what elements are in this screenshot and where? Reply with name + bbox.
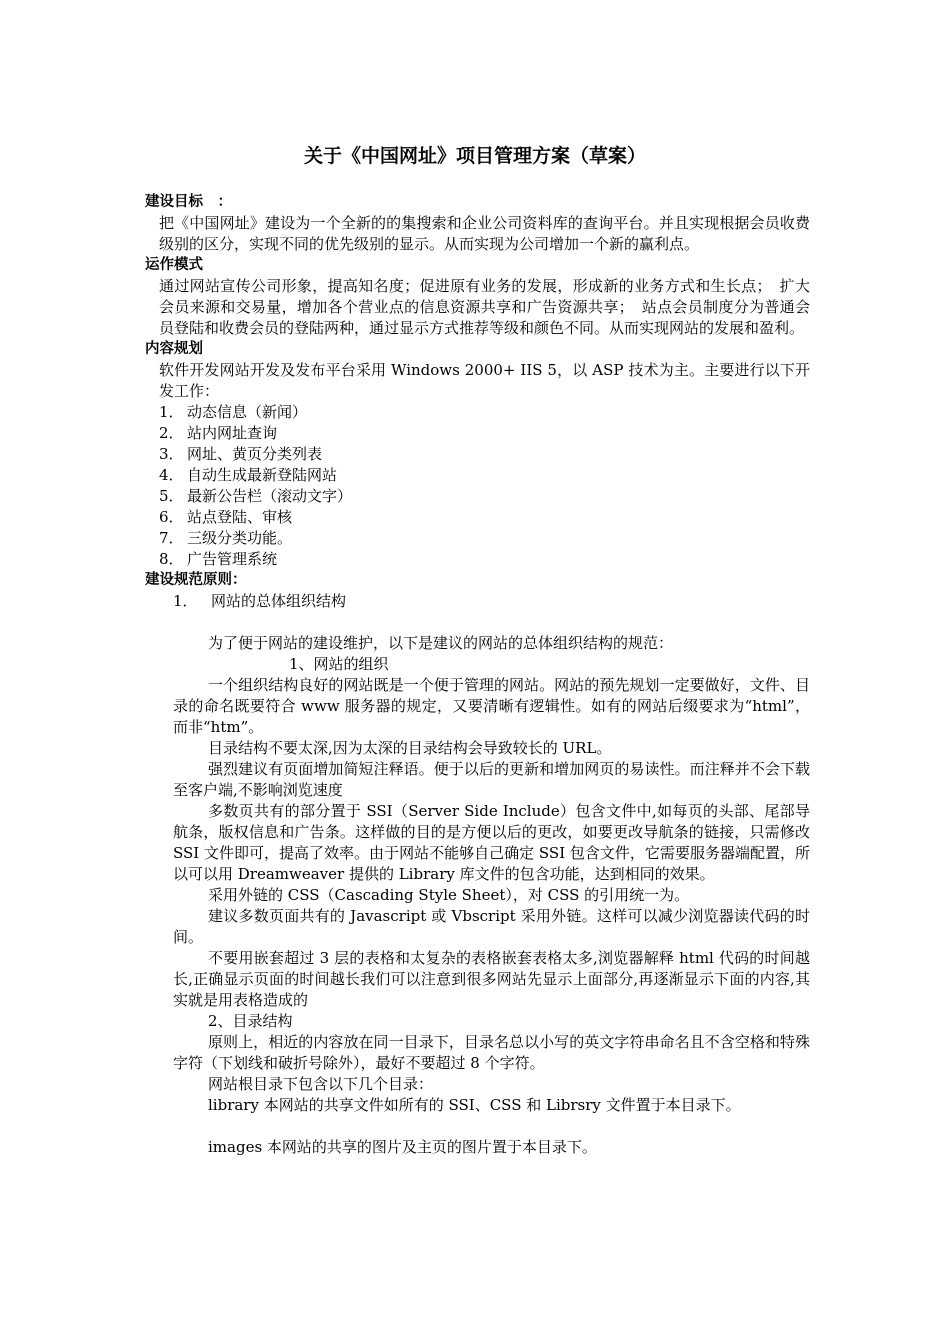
paragraph: 原则上，相近的内容放在同一目录下，目录名总以小写的英文字符串命名且不含空格和特殊字符（下划线和破折号除外），最好不要超过 8 个字符。	[173, 1033, 810, 1072]
section-heading-content: 内容规划	[145, 341, 203, 357]
list-item	[159, 486, 810, 507]
paragraph: 一个组织结构良好的网站既是一个便于管理的网站。网站的预先规划一定要做好，文件、目录的命名既要符合 www 服务器的规定，又要清晰有逻辑性。如有的网站后缀要求为“html”，而非“htm”。	[173, 676, 810, 736]
list-number: 5．	[159, 487, 184, 505]
list-number: 1．	[159, 403, 184, 421]
list-number: 4．	[159, 466, 184, 484]
content-text: 软件开发网站开发及发布平台采用 Windows 2000+ IIS 5，以 ASP 技术为主。主要进行以下开发工作：	[159, 361, 810, 400]
rules-body	[173, 633, 810, 1158]
list-item	[159, 444, 810, 465]
section-heading-rules: 建设规范原则：	[145, 572, 247, 588]
list-number: 2．	[159, 424, 184, 442]
org-heading: 1、网站的组织	[289, 655, 389, 673]
list-label: 三级分类功能。	[187, 529, 293, 547]
paragraph: 网站根目录下包含以下几个目录：	[208, 1075, 434, 1093]
list-item	[159, 528, 810, 549]
subheading-label: 网站的总体组织结构	[211, 592, 347, 610]
rules-subheading	[173, 591, 810, 612]
paragraph: 采用外链的 CSS（Cascading Style Sheet），对 CSS 的引用统一为。	[208, 886, 690, 904]
list-number: 8．	[159, 550, 184, 568]
section-heading-goal: 建设目标 ：	[145, 194, 232, 210]
document-title: 关于《中国网址》项目管理方案（草案）	[303, 145, 646, 167]
mode-text: 通过网站宣传公司形象，提高知名度；促进原有业务的发展，形成新的业务方式和生长点； 扩大会员来源和交易量，增加各个营业点的信息资源共享和广告资源共享； 站点会员制度分为普通会员登陆和收费会员的登陆两种，通过显示方式推荐等级和颜色不同。从而实现网站的发展和盈利。	[159, 277, 810, 337]
list-item	[159, 465, 810, 486]
dir-heading: 2、目录结构	[208, 1012, 293, 1030]
content-list	[145, 402, 810, 570]
paragraph: 建议多数页面共有的 Javascript 或 Vbscript 采用外链。这样可以减少浏览器读代码的时间。	[173, 907, 810, 946]
subheading-number: 1．	[173, 592, 198, 610]
list-item	[159, 423, 810, 444]
document-body	[145, 192, 810, 1158]
list-item	[159, 402, 810, 423]
goal-text: 把《中国网址》建设为一个全新的的集搜索和企业公司资料库的查询平台。并且实现根据会员收费级别的区分，实现不同的优先级别的显示。从而实现为公司增加一个新的赢利点。	[159, 214, 810, 253]
list-label: 网址、黄页分类列表	[187, 445, 323, 463]
section-heading-mode: 运作模式	[145, 257, 203, 273]
list-label: 自动生成最新登陆网站	[187, 466, 338, 484]
list-item	[159, 549, 810, 570]
paragraph: 强烈建议有页面增加简短注释语。便于以后的更新和增加网页的易读性。而注释并不会下载至客户端,不影响浏览速度	[173, 760, 810, 799]
list-label: 动态信息（新闻）	[187, 403, 308, 421]
list-label: 站点登陆、审核	[187, 508, 293, 526]
paragraph: 不要用嵌套超过 3 层的表格和太复杂的表格嵌套表格太多,浏览器解释 html 代码的时间越长,正确显示页面的时间越长我们可以注意到很多网站先显示上面部分,再逐渐显示下面的内容,其实就是用表格造成的	[173, 949, 810, 1009]
list-number: 6．	[159, 508, 184, 526]
list-number: 7．	[159, 529, 184, 547]
paragraph: 目录结构不要太深,因为太深的目录结构会导致较长的 URL。	[208, 739, 612, 757]
rules-intro: 为了便于网站的建设维护，以下是建议的网站的总体组织结构的规范：	[208, 634, 674, 652]
paragraph: library 本网站的共享文件如所有的 SSI、CSS 和 Librsry 文件置于本目录下。	[208, 1096, 741, 1114]
list-item	[159, 507, 810, 528]
paragraph: 多数页共有的部分置于 SSI（Server Side Include）包含文件中,如每页的头部、尾部导航条，版权信息和广告条。这样做的目的是方便以后的更改，如要更改导航条的链接，只需修改 SSI 文件即可，提高了效率。由于网站不能够自己确定 SSI 包含文件，它需要服务器端配置，所以可以用 Dreamweaver 提供的 Library 库文件的包含功能，达到相同的效果。	[173, 802, 810, 883]
list-label: 广告管理系统	[187, 550, 278, 568]
images-line: images 本网站的共享的图片及主页的图片置于本目录下。	[208, 1138, 597, 1156]
list-label: 最新公告栏（滚动文字）	[187, 487, 353, 505]
list-label: 站内网址查询	[187, 424, 278, 442]
list-number: 3．	[159, 445, 184, 463]
